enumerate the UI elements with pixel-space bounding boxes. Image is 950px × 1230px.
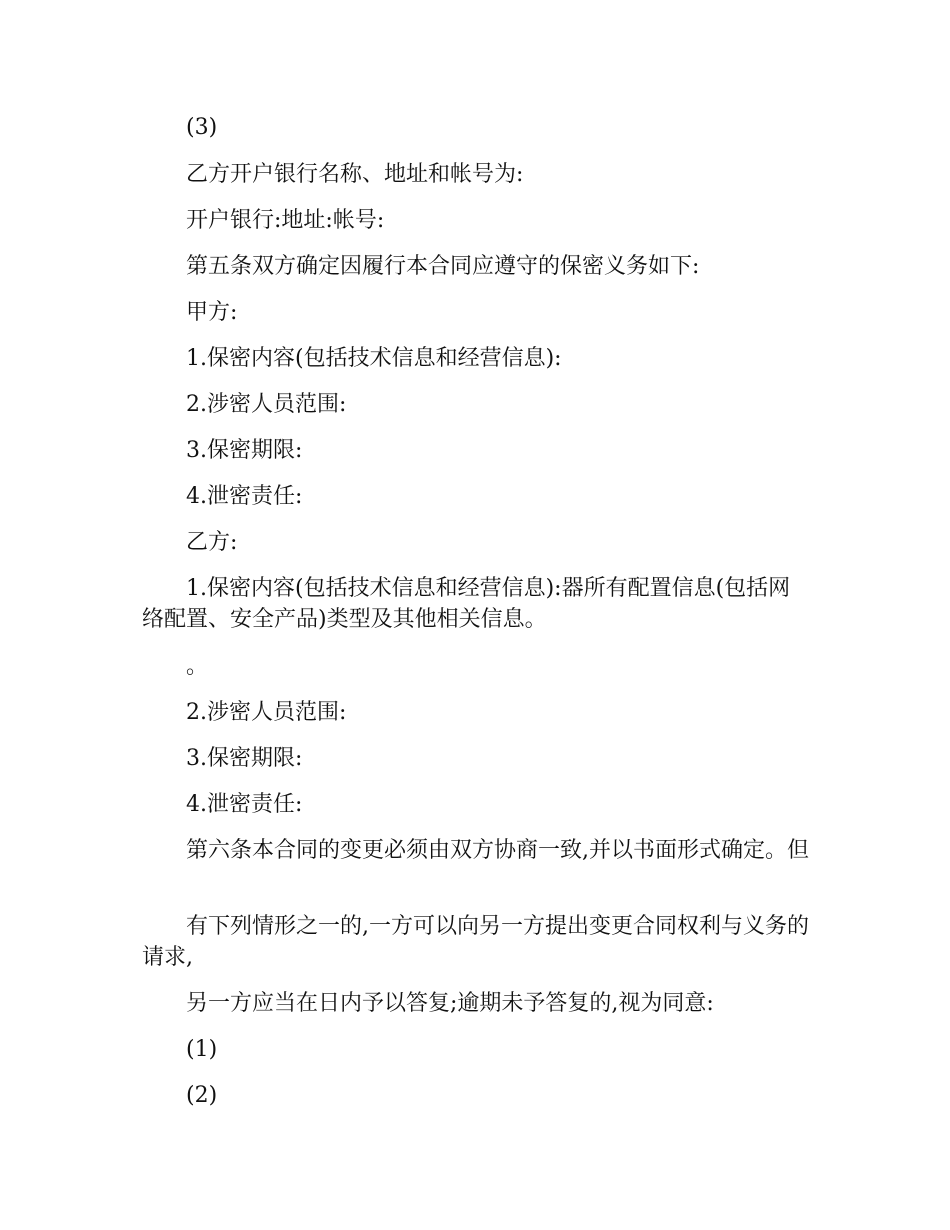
paragraph-a-personnel-scope: 2.涉密人员范围:: [186, 392, 347, 417]
paragraph-article-6: 第六条本合同的变更必须由双方协商一致,并以书面形式确定。但: [186, 838, 809, 863]
paragraph-party-a: 甲方:: [186, 300, 238, 325]
paragraph-b-personnel-scope: 2.涉密人员范围:: [186, 700, 347, 725]
paragraph-a-leak-liability: 4.泄密责任:: [186, 484, 303, 509]
paragraph-a-confidential-term: 3.保密期限:: [186, 438, 303, 463]
paragraph-bank-info-intro: 乙方开户银行名称、地址和帐号为:: [186, 162, 524, 187]
paragraph-b-leak-liability: 4.泄密责任:: [186, 792, 303, 817]
paragraph-a-confidential-content: 1.保密内容(包括技术信息和经营信息):: [186, 346, 562, 371]
paragraph-bank-fields: 开户银行:地址:帐号:: [186, 208, 385, 233]
paragraph-item-1: (1): [186, 1037, 218, 1062]
paragraph-period: 。: [186, 654, 209, 679]
paragraph-reply-deadline: 另一方应当在日内予以答复;逾期未予答复的,视为同意:: [186, 991, 714, 1016]
paragraph-item-3: (3): [186, 115, 218, 140]
paragraph-b-confidential-content: 1.保密内容(包括技术信息和经营信息):器所有配置信息(包括网络配置、安全产品)类型及其他相关信息。: [142, 576, 791, 632]
paragraph-party-b: 乙方:: [186, 530, 238, 555]
paragraph-change-request: 有下列情形之一的,一方可以向另一方提出变更合同权利与义务的请求,: [142, 914, 809, 970]
paragraph-b-confidential-term: 3.保密期限:: [186, 746, 303, 771]
paragraph-item-2: (2): [186, 1083, 218, 1108]
paragraph-article-5: 第五条双方确定因履行本合同应遵守的保密义务如下:: [186, 254, 700, 279]
